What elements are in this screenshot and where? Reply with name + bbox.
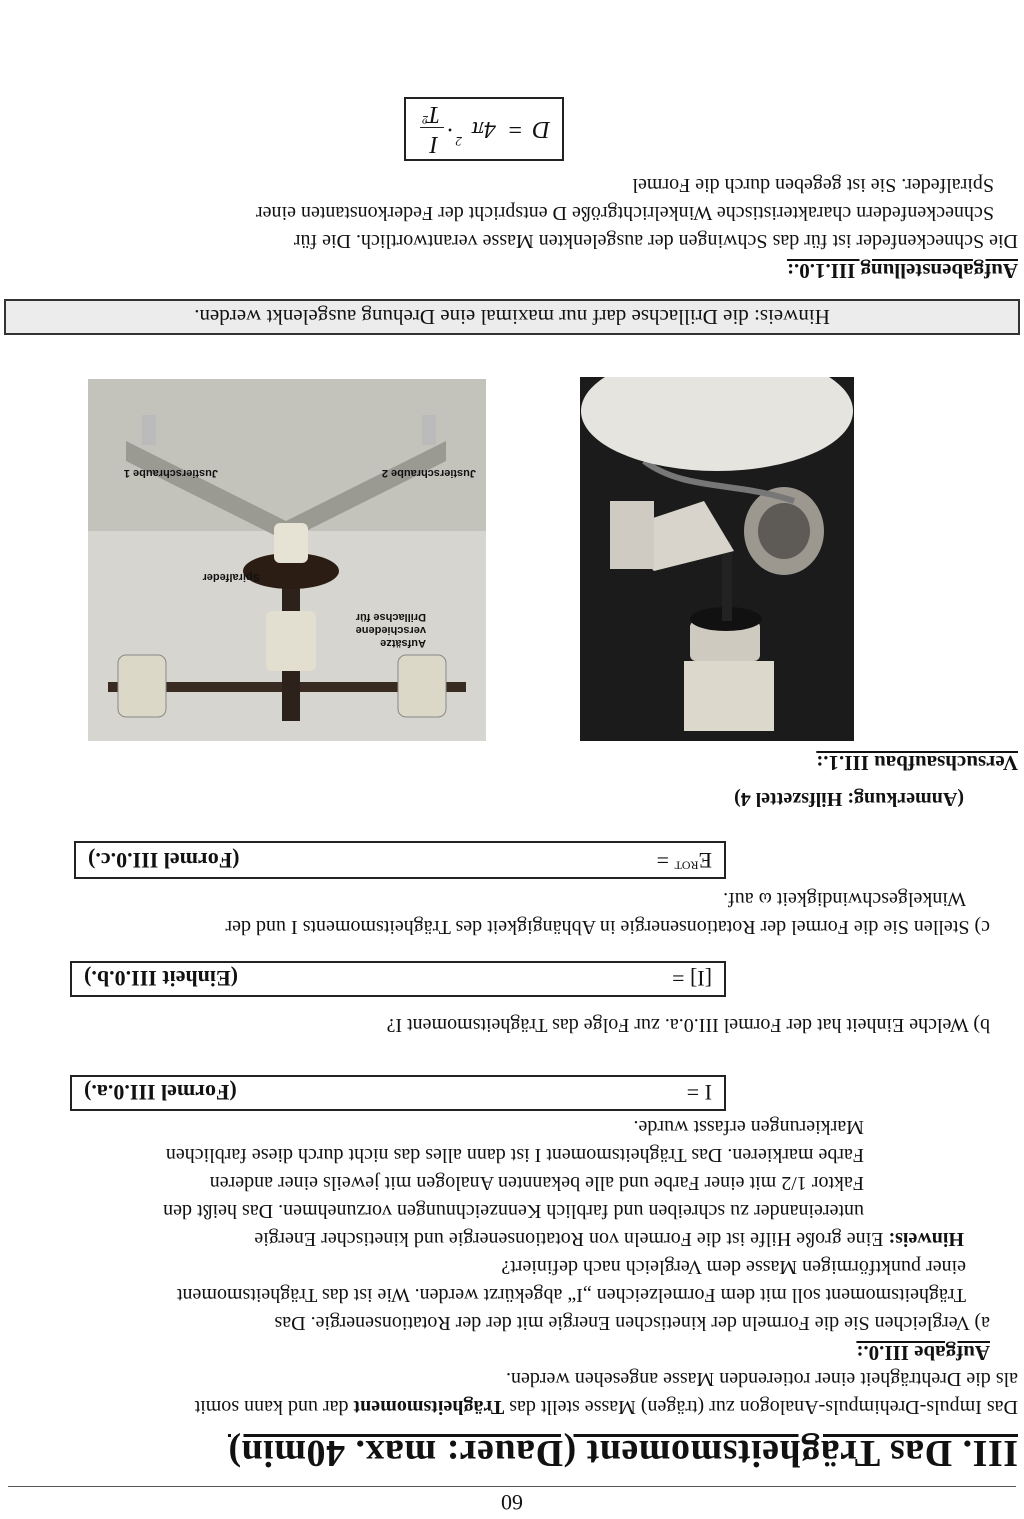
page-number: 60: [501, 1490, 523, 1515]
unit-box-b[interactable]: [70, 961, 726, 997]
formula-d-sup: 2: [455, 134, 462, 149]
hint-line5: Markierungen erfasst wurde.: [633, 1116, 864, 1138]
photo-apparatus-labeled: [88, 379, 486, 741]
formula-box-c-e: E: [698, 848, 712, 873]
label-drill-axis-line2: verschiedene: [355, 624, 426, 636]
formula-box-d: [404, 97, 564, 161]
formula-box-a-label: (Formel III.0.a.): [84, 1080, 237, 1105]
formula-box-c-label: (Formel III.0.c.): [88, 848, 240, 873]
formula-d-coef: 4π: [471, 116, 496, 142]
task-0-b-line: b) Welche Einheit hat der Formel III.0.a. zur Folge das Trägheitsmoment I?: [386, 1014, 990, 1036]
task-0-c-line2: Winkelgeschwindigkeit ω auf.: [723, 888, 966, 910]
section-title: III. Das Trägheitsmoment (Dauer: max. 40min): [227, 1432, 1018, 1474]
task-0-heading: Aufgabe III.0.:: [856, 1341, 990, 1365]
formula-box-a[interactable]: [70, 1075, 726, 1111]
label-drill-axis-line1: Drillachse für: [355, 611, 426, 623]
formula-d-eq: =: [508, 116, 522, 142]
hint-line4: Farbe markieren. Das Trägheitsmoment I ist dann alles das nicht durch diese farblichen: [165, 1144, 864, 1166]
hint-line3: Faktor 1/2 mit einer Farbe und alle bekannten Analogen mit jeweils einer anderen: [209, 1172, 864, 1194]
photo-apparatus-closeup: [580, 377, 854, 741]
unit-box-b-lhs: [I] =: [672, 966, 712, 991]
formula-box-a-lhs: I =: [686, 1080, 712, 1105]
formula-box-c-sup: ROT: [674, 858, 699, 873]
formula-d-dot: ·: [446, 116, 454, 142]
task-0-hint: [4, 1113, 964, 1253]
closeup-illustration: [580, 377, 854, 741]
setup-heading: Versuchsaufbau III.1.:: [816, 751, 1018, 775]
task-1-heading: Aufgabenstellung III.1.0.:: [786, 259, 1018, 283]
intro-paragraph: [6, 1365, 1018, 1421]
formula-box-c-lhs: [657, 847, 712, 873]
hint-line2: untereinander zu schreiben und farblich Kennzeichnungen vorzunehmen. Das heißt den: [163, 1200, 864, 1222]
label-screw-1: Justierschraube 1: [123, 467, 218, 479]
header-rule: [8, 1486, 1016, 1487]
intro-line1-a: Das Impuls-Drehimpuls-Analogon zur (trägen) Masse stellt das: [504, 1396, 1018, 1418]
intro-line2: als die Drehträgheit einer rotierenden Masse angesehen werden.: [505, 1368, 1018, 1390]
hint-label: Hinweis:: [888, 1228, 964, 1250]
task-0-a-line1: a) Vergleichen Sie die Formeln der kinetischen Energie mit der der Rotationsenergie. Das: [274, 1312, 990, 1334]
label-drill-axis: [356, 610, 426, 649]
task-0-note: (Anmerkung: Hilfszettel 4): [734, 788, 964, 810]
hint-line1: Eine große Hilfe ist die Formeln von Rotationsenergie und kinetischer Energie: [254, 1228, 889, 1250]
formula-d-fraction-bar: [420, 127, 444, 128]
task-1-line2: Schneckenfedern charakteristische Winkelrichtgröße D entspricht der Federkonstanten einer: [256, 202, 994, 224]
intro-line1-c: dar und kann somit: [194, 1396, 354, 1418]
task-0-a-line2: Trägheitsmoment soll mit dem Formelzeichen „I“ abgekürzt werden. Wie ist das Trägheitsmoment: [176, 1284, 966, 1306]
task-0-a-text: [4, 1253, 990, 1337]
apparatus-illustration: [88, 379, 486, 741]
task-1-text: [4, 171, 1018, 255]
task-0-c-text: [4, 885, 990, 941]
label-drill-axis-line3: Aufsätze: [380, 637, 426, 649]
unit-box-b-label: (Einheit III.0.b.): [84, 966, 239, 991]
formula-d-den-sup: 2: [422, 113, 428, 127]
formula-box-c-eq: =: [656, 848, 675, 873]
formula-d-den: T: [426, 101, 440, 127]
hint-box-rotation-limit: Hinweis: die Drillachse darf nur maximal eine Drehung ausgelenkt werden.: [4, 299, 1020, 335]
formula-d-lhs: D: [532, 116, 550, 142]
task-0-a-line3: einer punktförmigen Masse dem Vergleich nach definiert?: [501, 1256, 966, 1278]
task-0-c-line1: c) Stellen Sie die Formel der Rotationsenergie in Abhängigkeit des Trägheitsmoments I und der: [225, 916, 990, 938]
formula-box-c[interactable]: [74, 841, 726, 879]
intro-line1-b: Trägheitsmoment: [353, 1396, 505, 1418]
label-screw-2: Justierschraube 2: [381, 467, 476, 479]
task-1-line1: Die Schneckenfeder ist für das Schwingen der ausgelenkten Masse verantwortlich. Die für: [293, 230, 1018, 252]
formula-d-num: I: [430, 131, 438, 157]
task-1-line3: Spiralfeder. Sie ist gegeben durch die Formel: [632, 174, 994, 196]
label-spiral-spring: Spiralfeder: [202, 571, 260, 583]
